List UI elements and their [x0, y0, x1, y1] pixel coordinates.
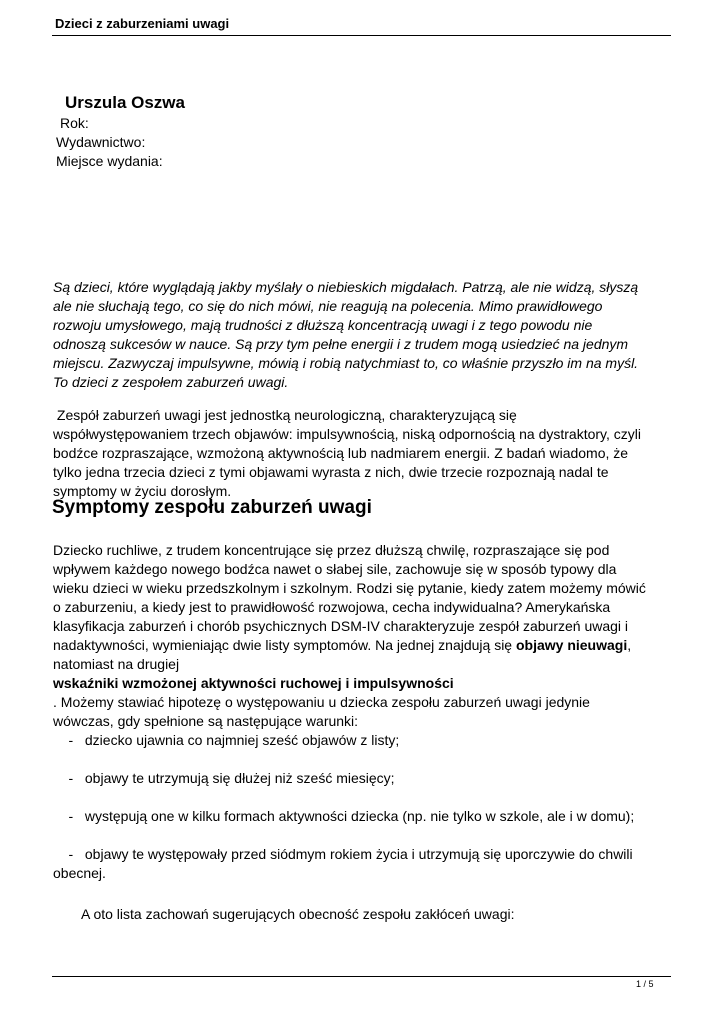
closing-sentence: A oto lista zachowań sugerujących obecność zespołu zakłóceń uwagi:: [81, 906, 515, 922]
paragraph-line: współwystępowaniem trzech objawów: impulsywnością, niską odpornością na dystraktory, czyli: [53, 426, 641, 442]
line-text: ,: [627, 637, 632, 653]
conditions-list: [53, 731, 673, 883]
list-spacer: [53, 826, 673, 845]
paragraph-line: tylko jedna trzecia dzieci z tymi objawami wyrasta z nich, dwie trzecie rozpoznają nadal te: [53, 464, 609, 480]
paragraph-line: natomiast na drugiej: [53, 656, 180, 672]
paragraph-line: wówczas, gdy spełnione są następujące warunki:: [53, 713, 359, 729]
author-name: Urszula Oszwa: [65, 93, 185, 112]
page-number: 1 / 5: [636, 979, 654, 989]
intro-line: miejscu. Zazwyczaj impulsywne, mówią i robią natychmiast to, co właśnie przyszło im na myśl.: [53, 355, 639, 371]
intro-line: odnoszą sukcesów w nauce. Są przy tym pełne energii i z trudem mogą usiedzieć na jednym: [53, 336, 629, 352]
intro-line: rozwoju umysłowego, mają trudności z dłuższą koncentracją uwagi i z tego powodu nie: [53, 317, 593, 333]
paragraph-line: klasyfikacja zaburzeń i chorób psychicznych DSM-IV charakteryzuje zespół zaburzeń uwagi i: [53, 618, 629, 634]
running-header-title: Dzieci z zaburzeniami uwagi: [55, 16, 230, 31]
footer-divider: [52, 976, 671, 977]
paragraph-line: wieku dzieci w wieku przedszkolnym i szkolnym. Rodzi się pytanie, kiedy zatem możemy mówić: [53, 580, 646, 596]
list-spacer: [53, 750, 673, 769]
bold-term-inattention: objawy nieuwagi: [515, 637, 628, 653]
publisher-label: Wydawnictwo:: [56, 134, 146, 150]
list-item: - dziecko ujawnia co najmniej sześć objawów z listy;: [53, 732, 400, 748]
intro-line: ale nie słuchają tego, co się do nich mówi, nie reagują na polecenia. Mimo prawidłowego: [53, 298, 603, 314]
bold-term-hyperactivity: wskaźniki wzmożonej aktywności ruchowej i impulsywności: [53, 675, 454, 691]
place-label: Miejsce wydania:: [56, 153, 163, 169]
list-spacer: [53, 788, 673, 807]
paragraph-line: [53, 636, 673, 655]
paragraph-line: . Możemy stawiać hipotezę o występowaniu u dziecka zespołu zaburzeń uwagi jedynie: [53, 694, 590, 710]
paragraph-line: bodźce rozpraszające, wzmożoną aktywnością lub nadmiarem energii. Z badań wiadomo, że: [53, 445, 629, 461]
list-item: - występują one w kilku formach aktywności dziecka (np. nie tylko w szkole, ale i w domu);: [53, 808, 635, 824]
paragraph-line: Zespół zaburzeń uwagi jest jednostką neurologiczną, charakteryzującą się: [53, 407, 517, 423]
symptoms-paragraph: [53, 541, 673, 883]
year-label: Rok:: [60, 115, 89, 131]
intro-paragraph: [53, 278, 673, 392]
section-heading: Symptomy zespołu zaburzeń uwagi: [52, 497, 372, 518]
paragraph-line: Dziecko ruchliwe, z trudem koncentrujące się przez dłuższą chwilę, rozpraszające się pod: [53, 542, 610, 558]
paragraph-line: symptomy w życiu dorosłym.: [53, 483, 232, 499]
intro-line: To dzieci z zespołem zaburzeń uwagi.: [53, 374, 289, 390]
paragraph-line: o zaburzeniu, a kiedy jest to prawidłowość rozwojowa, cecha indywidualna? Amerykańska: [53, 599, 611, 615]
publication-meta: [56, 114, 163, 171]
header-divider: [52, 35, 671, 36]
intro-line: Są dzieci, które wyglądają jakby myślały o niebieskich migdałach. Patrzą, ale nie widzą, słyszą: [53, 279, 639, 295]
line-text: nadaktywności, wymieniając dwie listy symptomów. Na jednej znajdują się: [53, 637, 516, 653]
definition-paragraph: [53, 406, 673, 501]
list-item: - objawy te występowały przed siódmym rokiem życia i utrzymują się uporczywie do chwili: [53, 846, 633, 862]
list-item-continuation: obecnej.: [53, 865, 106, 881]
paragraph-line: wpływem każdego nowego bodźca nawet o słabej sile, zachowuje się w sposób typowy dla: [53, 561, 617, 577]
list-item: - objawy te utrzymują się dłużej niż sześć miesięcy;: [53, 770, 395, 786]
